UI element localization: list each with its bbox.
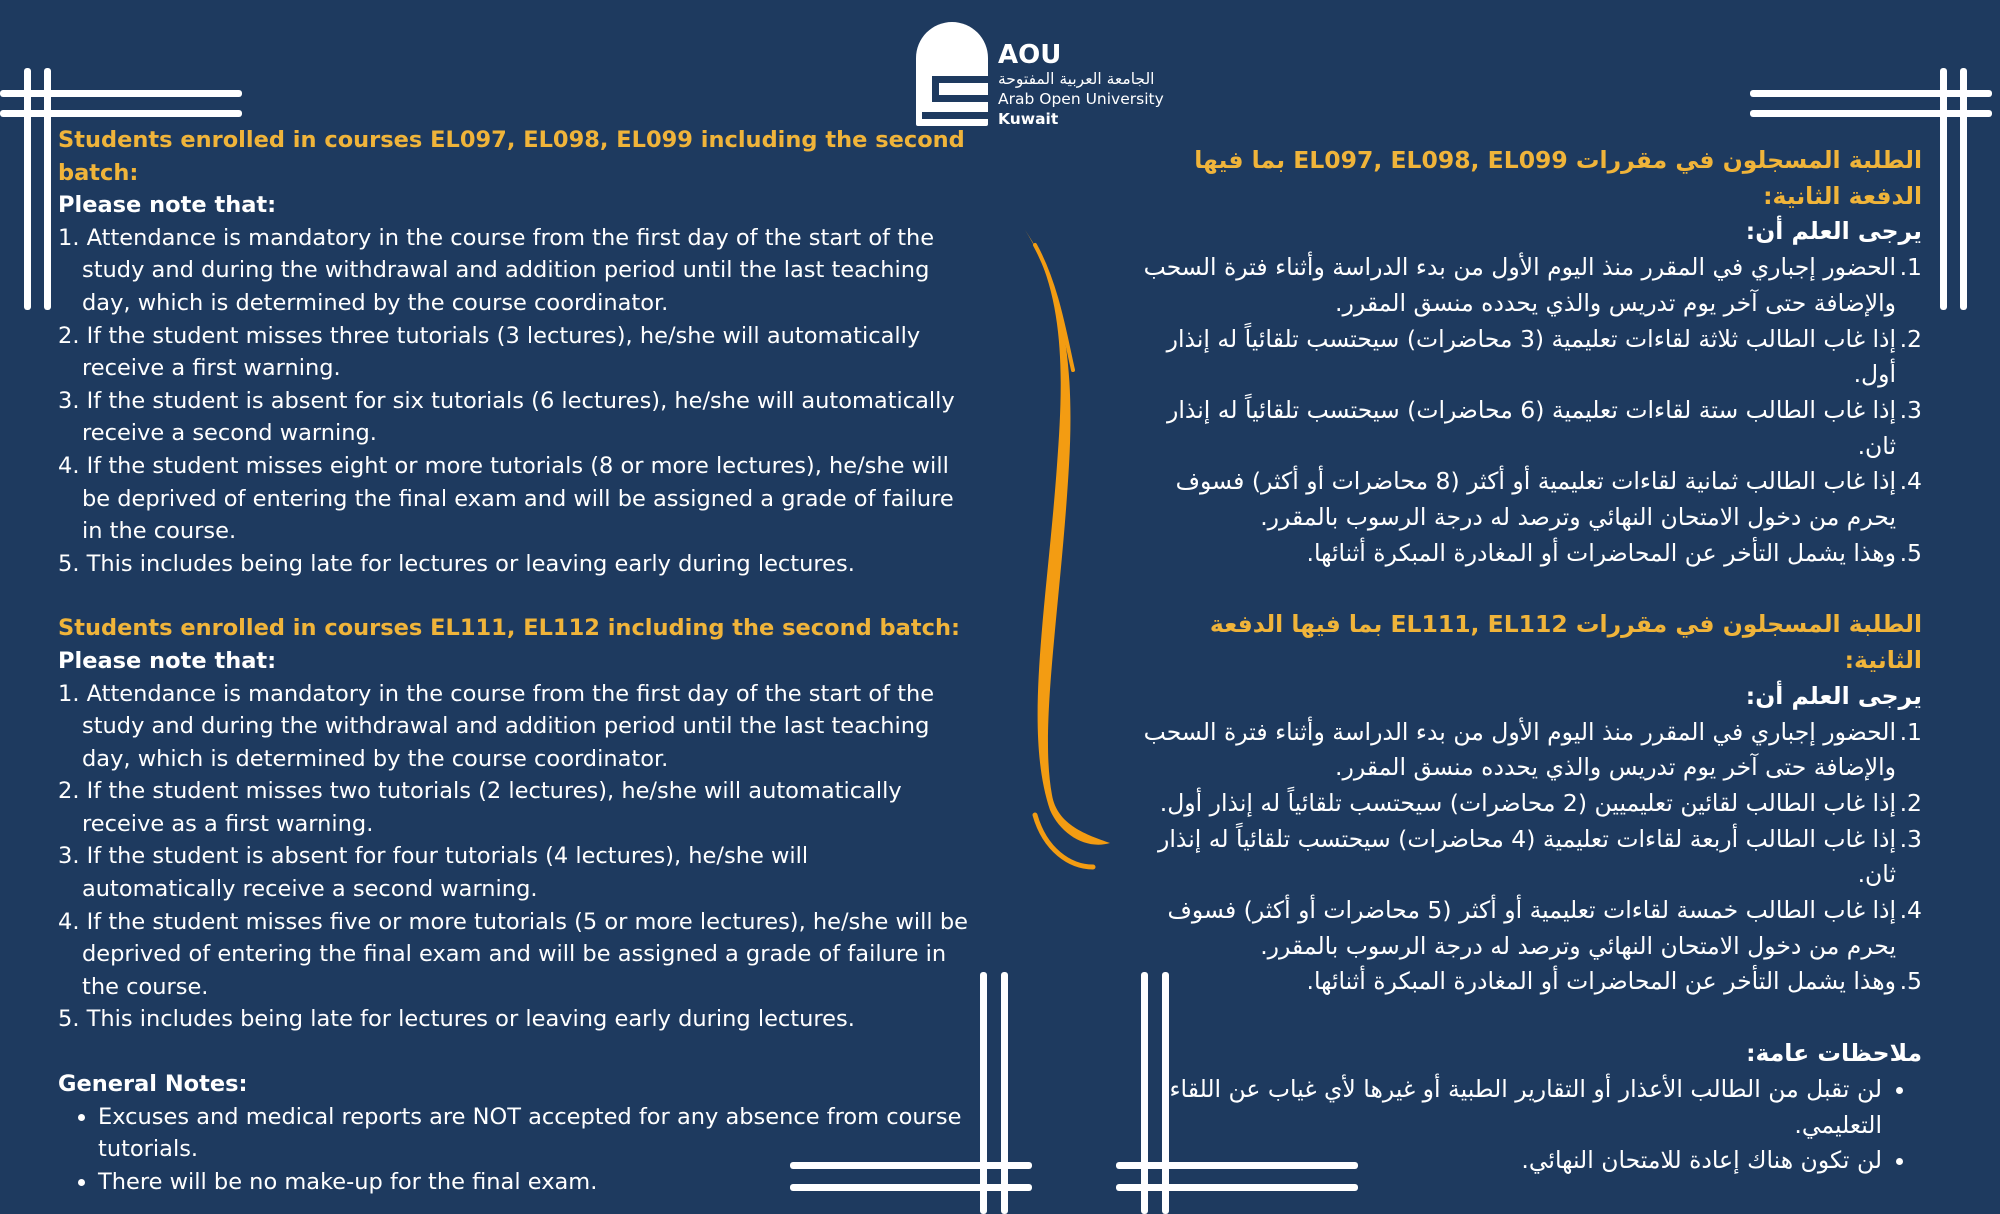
list-item: • لن تقبل من الطالب الأعذار أو التقارير الطبية أو غيرها لأي غياب عن اللقاء التعليمي. bbox=[1130, 1072, 1882, 1143]
general-notes-label: General Notes: bbox=[58, 1071, 248, 1098]
logo-english-name: Arab Open University bbox=[998, 90, 1164, 108]
ar-section1-heading: الطلبة المسجلون في مقررات EL097, EL098, EL099 بما فيها الدفعة الثانية: bbox=[1194, 146, 1922, 210]
list-item: • لن تكون هناك إعادة للامتحان النهائي. bbox=[1130, 1143, 1882, 1179]
list-item: 5. وهذا يشمل التأخر عن المحاضرات أو المغادرة المبكرة أثنائها. bbox=[1306, 538, 1922, 567]
list-item: 1. Attendance is mandatory in the course from the first day of the start of the study and during the withdrawal and addition period until the last teaching day, which is determined by the course coordinator. bbox=[58, 224, 935, 316]
list-item: 3. إذا غاب الطالب أربعة لقاءات تعليمية (4 محاضرات) سيحتسب تلقائياً له إنذار ثان. bbox=[1158, 824, 1922, 889]
ar-section2-note-label: يرجى العلم أن: bbox=[1745, 681, 1922, 710]
list-item: 5. This includes being late for lectures or leaving early during lectures. bbox=[58, 550, 855, 577]
list-item: 1. Attendance is mandatory in the course from the first day of the start of the study and during the withdrawal and addition period until the last teaching day, which is determined by the course coordinator. bbox=[58, 680, 935, 772]
logo-acronym: AOU bbox=[998, 40, 1062, 70]
list-item: 2. If the student misses two tutorials (2 lectures), he/she will automatically receive as a first warning. bbox=[58, 778, 902, 837]
list-item: 5. This includes being late for lectures or leaving early during lectures. bbox=[58, 1006, 855, 1033]
list-item: 3. If the student is absent for six tutorials (6 lectures), he/she will automatically receive a second warning. bbox=[58, 387, 955, 447]
general-notes-list bbox=[58, 1101, 968, 1199]
list-item: 2. إذا غاب الطالب ثلاثة لقاءات تعليمية (3 محاضرات) سيحتسب تلقائياً له إنذار أول. bbox=[1166, 324, 1922, 389]
ar-section1-list bbox=[1130, 250, 1922, 571]
list-item: • There will be no make-up for the final exam. bbox=[98, 1166, 968, 1199]
list-item: • Excuses and medical reports are NOT accepted for any absence from course tutorials. bbox=[98, 1101, 968, 1166]
list-item: 3. If the student is absent for four tutorials (4 lectures), he/she will automatically receive a second warning. bbox=[58, 843, 809, 903]
section2-heading: Students enrolled in courses EL111, EL112 including the second batch: bbox=[58, 615, 960, 642]
ar-general-notes-label: ملاحظات عامة: bbox=[1746, 1039, 1922, 1068]
section2-note-label: Please note that: bbox=[58, 647, 277, 674]
list-item: 3. إذا غاب الطالب ستة لقاءات تعليمية (6 محاضرات) سيحتسب تلقائياً له إنذار ثان. bbox=[1166, 395, 1922, 460]
list-item: 1. الحضور إجباري في المقرر منذ اليوم الأول من بدء الدراسة وأثناء فترة السحب والإضافة حتى آخر يوم تدريس والذي يحدده منسق المقرر. bbox=[1143, 253, 1922, 317]
list-item: 4. إذا غاب الطالب خمسة لقاءات تعليمية أو أكثر (5 محاضرات أو أكثر) فسوف يحرم من دخول الامتحان النهائي وترصد له درجة الرسوب بالمقرر. bbox=[1167, 896, 1922, 960]
list-item: 4. If the student misses eight or more tutorials (8 or more lectures), he/she will be deprived of entering the final exam and will be assigned a grade of failure in the course. bbox=[58, 452, 954, 545]
list-item: 4. If the student misses five or more tutorials (5 or more lectures), he/she will be deprived of entering the final exam and will be assigned a grade of failure in the course. bbox=[58, 908, 968, 1000]
ar-general-notes-list bbox=[1130, 1072, 1922, 1179]
center-divider-stroke bbox=[1015, 225, 1115, 875]
ar-section1-note-label: يرجى العلم أن: bbox=[1745, 217, 1922, 246]
list-item: 1. الحضور إجباري في المقرر منذ اليوم الأول من بدء الدراسة وأثناء فترة السحب والإضافة حتى آخر يوم تدريس والذي يحدده منسق المقرر. bbox=[1143, 717, 1922, 782]
section2-list bbox=[58, 678, 968, 1037]
list-item: 2. إذا غاب الطالب لقائين تعليميين (2 محاضرات) سيحتسب تلقائياً له إنذار أول. bbox=[1159, 788, 1922, 817]
logo-branch: Kuwait bbox=[998, 110, 1059, 128]
ar-section2-heading: الطلبة المسجلون في مقررات EL111, EL112 بما فيها الدفعة الثانية: bbox=[1209, 610, 1922, 675]
aou-logo-mark bbox=[916, 22, 988, 126]
english-column bbox=[58, 124, 968, 1198]
arabic-column bbox=[1130, 143, 1922, 1179]
section1-heading: Students enrolled in courses EL097, EL098, EL099 including the second batch: bbox=[58, 127, 965, 186]
logo-arabic-name: الجامعة العربية المفتوحة bbox=[998, 70, 1155, 88]
aou-logo bbox=[916, 22, 1176, 132]
section1-note-label: Please note that: bbox=[58, 192, 277, 219]
ar-section2-list bbox=[1130, 715, 1922, 1001]
list-item: 4. إذا غاب الطالب ثمانية لقاءات تعليمية أو أكثر (8 محاضرات أو أكثر) فسوف يحرم من دخول الامتحان النهائي وترصد له درجة الرسوب بالمقرر. bbox=[1175, 467, 1922, 532]
list-item: 2. If the student misses three tutorials (3 lectures), he/she will automatically receive a first warning. bbox=[58, 322, 921, 382]
section1-list bbox=[58, 222, 968, 581]
list-item: 5. وهذا يشمل التأخر عن المحاضرات أو المغادرة المبكرة أثنائها. bbox=[1306, 967, 1922, 996]
